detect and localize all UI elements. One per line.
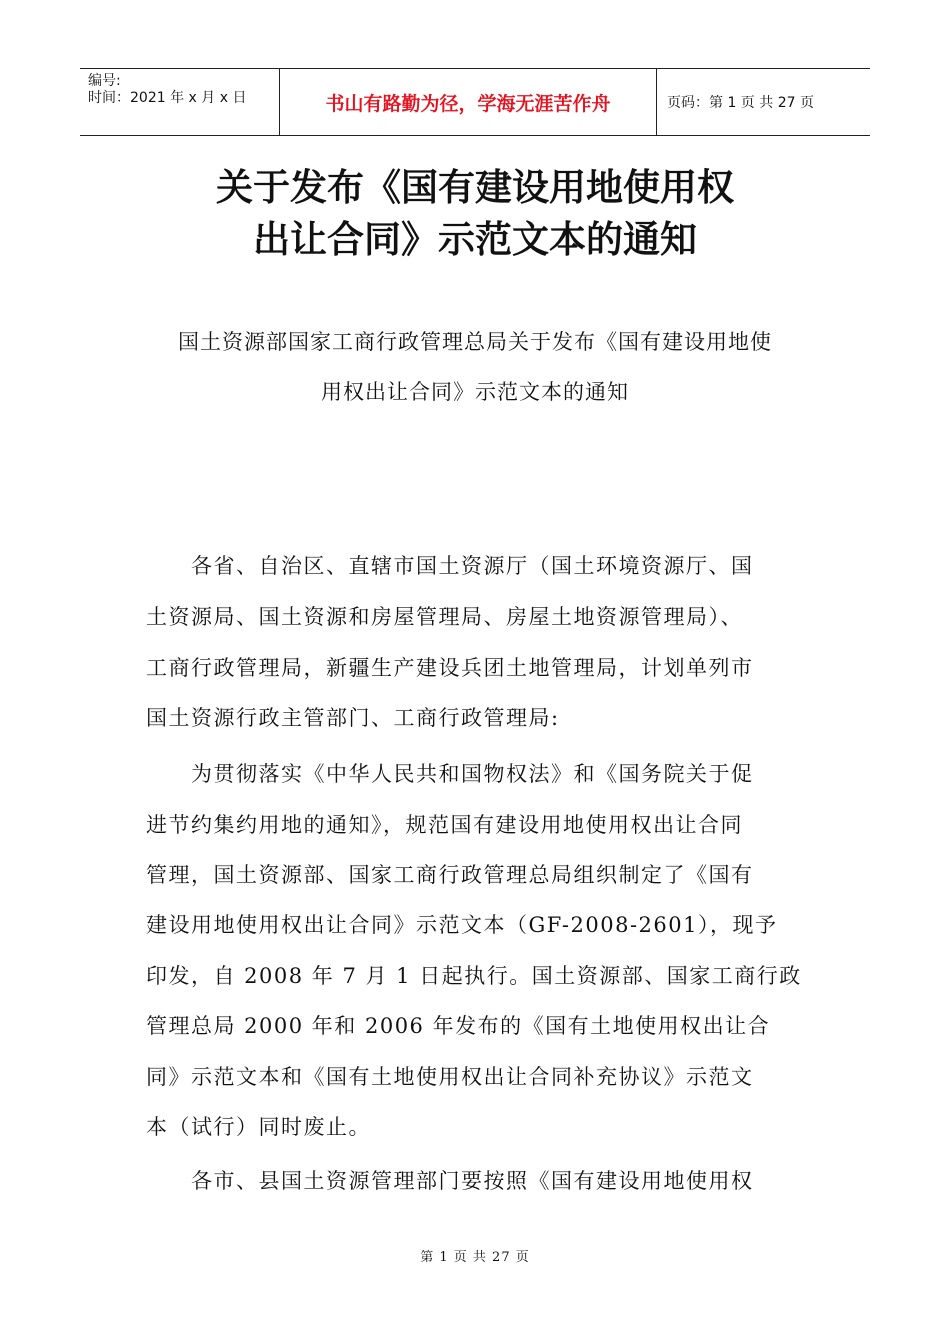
body-line: 工商行政管理局，新疆生产建设兵团土地管理局，计划单列市 [146, 656, 754, 680]
body-line: 管理，国土资源部、国家工商行政管理总局组织制定了《国有 [146, 863, 754, 887]
page-footer: 第 1 页 共 27 页 [420, 1250, 530, 1265]
body-line: 国土资源行政主管部门、工商行政管理局: [146, 706, 560, 730]
body-line: 各市、县国土资源管理部门要按照《国有建设用地使用权 [146, 1169, 754, 1193]
header-page-info: 页码：第 1 页 共 27 页 [667, 95, 814, 111]
subtitle-line-1: 国土资源部国家工商行政管理总局关于发布《国有建设用地使 [178, 330, 772, 354]
body-line: 建设用地使用权出让合同》示范文本（GF-2008-2601），现予 [146, 913, 778, 937]
header-motto: 书山有路勤为径，学海无涯苦作舟 [280, 69, 657, 135]
document-title-line-2: 出让合同》示范文本的通知 [253, 217, 697, 261]
body-line: 本（试行）同时废止。 [146, 1115, 371, 1139]
document-title-line-1: 关于发布《国有建设用地使用权 [216, 165, 734, 209]
body-line: 为贯彻落实《中华人民共和国物权法》和《国务院关于促 [146, 762, 754, 786]
subtitle-line-2: 用权出让合同》示范文本的通知 [321, 380, 629, 404]
body-line: 印发，自 2008 年 7 月 1 日起执行。国土资源部、国家工商行政 [146, 964, 802, 988]
body-line: 进节约集约用地的通知》，规范国有建设用地使用权出让合同 [146, 813, 743, 837]
number-label: 编号: [88, 73, 121, 89]
time-label: 时间：2021 年 x 月 x 日 [88, 90, 247, 106]
body-line: 各省、自治区、直辖市国土资源厅（国土环境资源厅、国 [146, 554, 754, 578]
body-line: 管理总局 2000 年和 2006 年发布的《国有土地使用权出让合 [146, 1014, 771, 1038]
header-table [80, 68, 870, 136]
body-line: 同》示范文本和《国有土地使用权出让合同补充协议》示范文 [146, 1065, 754, 1089]
header-meta [80, 69, 280, 135]
body-line: 土资源局、国土资源和房屋管理局、房屋土地资源管理局）、 [146, 605, 743, 629]
